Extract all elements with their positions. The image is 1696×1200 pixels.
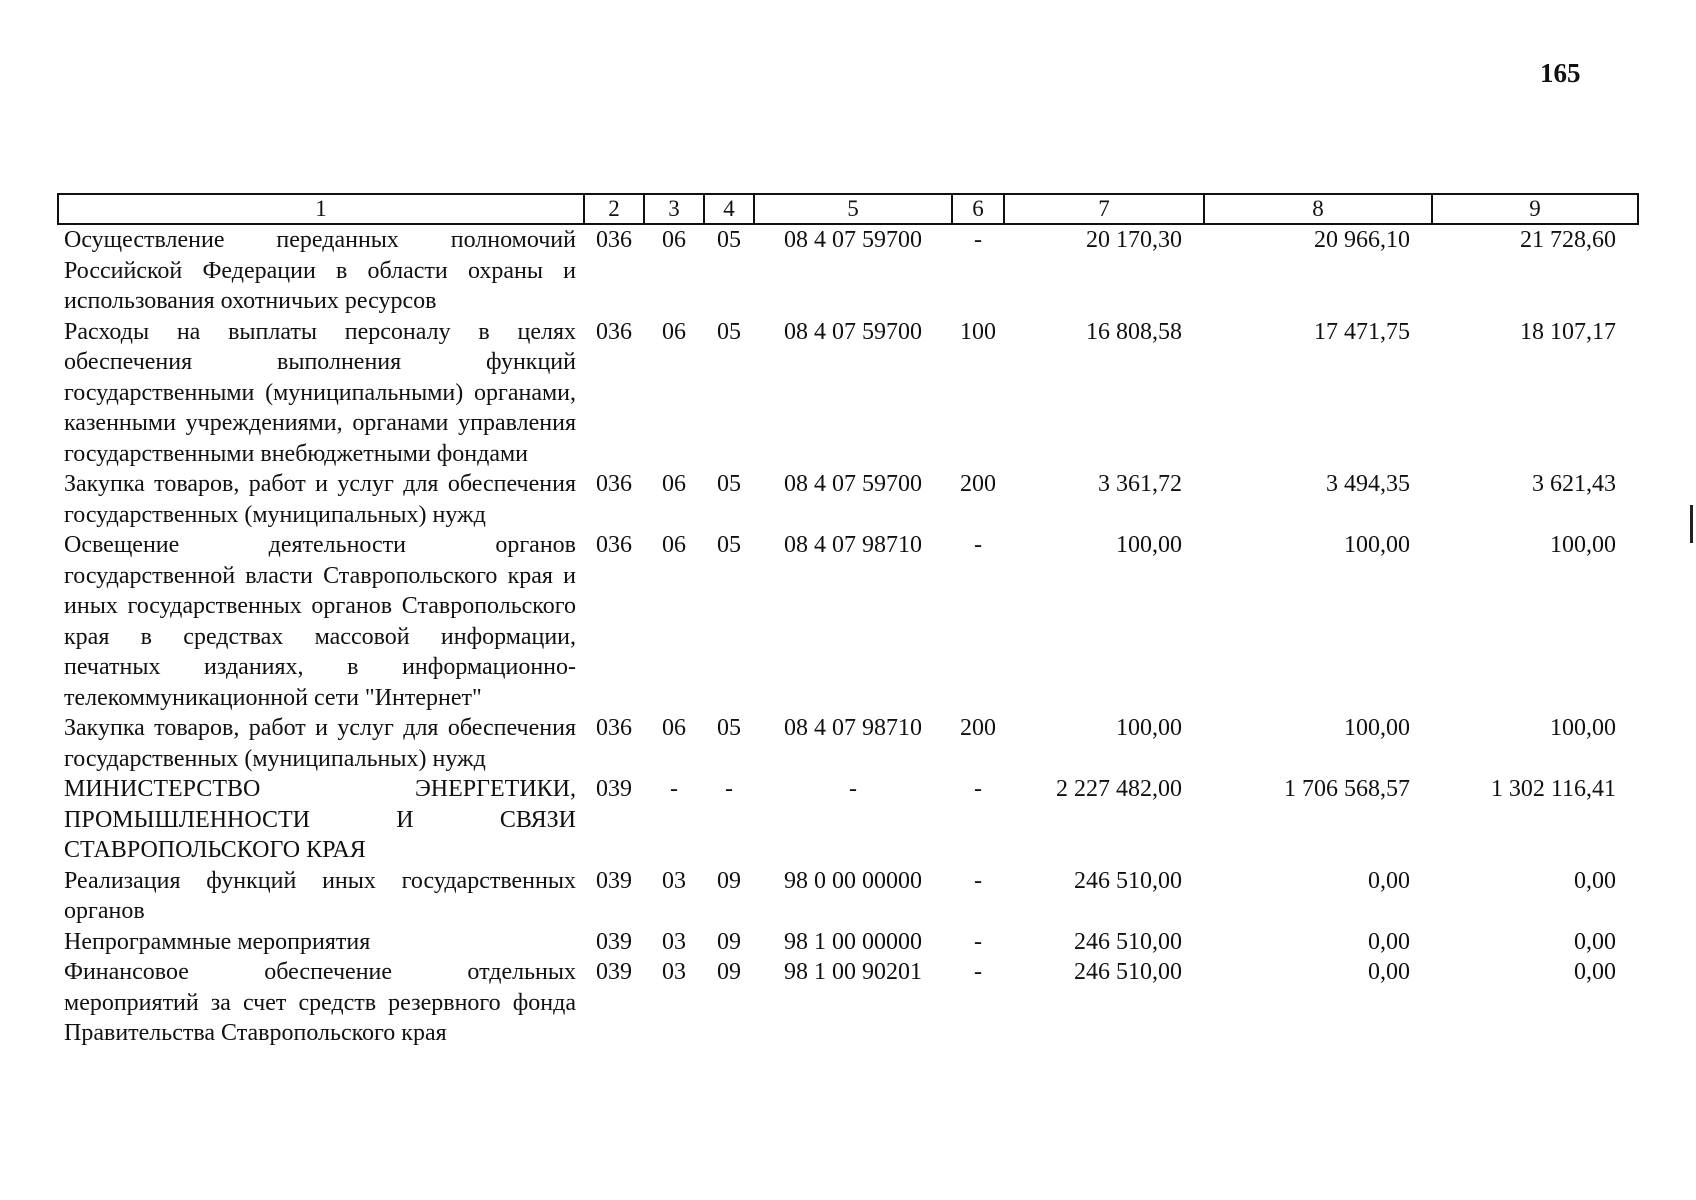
expense-name: Закупка товаров, работ и услуг для обеспечения государственных (муниципальных) нужд [64,471,576,528]
column-header: 4 [704,194,754,224]
amount-col8: 100,00 [1344,532,1410,558]
section-code: 06 [662,471,686,497]
expense-name: МИНИСТЕРСТВО ЭНЕРГЕТИКИ, ПРОМЫШЛЕННОСТИ И СВЯЗИ СТАВРОПОЛЬСКОГО КРАЯ [64,776,576,863]
amount-col9: 100,00 [1550,532,1616,558]
subsection-code: 05 [717,471,741,497]
expense-type-code: 100 [960,318,996,345]
target-article-code: 98 1 00 90201 [784,959,922,985]
subsection-code: 05 [717,318,741,345]
target-article-code: 08 4 07 98710 [784,715,922,741]
column-header: 3 [644,194,704,224]
subsection-code: - [725,776,733,802]
column-header: 8 [1204,194,1432,224]
expense-name: Освещение деятельности органов государственной власти Ставропольского края и иных государственных органов Ставропольского края в средствах массовой информации, печатных изданиях, в информационно-телекоммуникационной сети "Интернет" [64,532,576,711]
expense-type-code: - [974,227,982,253]
amount-col9: 18 107,17 [1520,318,1616,345]
amount-col7: 3 361,72 [1098,471,1182,497]
budget-table [57,193,1639,1049]
column-header: 7 [1004,194,1204,224]
expense-type-code: 200 [960,471,996,497]
amount-col7: 2 227 482,00 [1056,776,1182,802]
amount-col7: 20 170,30 [1086,227,1182,253]
table-row [58,927,1638,958]
amount-col9: 0,00 [1574,928,1616,955]
ministry-code: 036 [596,471,632,497]
table-header-row [58,194,1638,224]
expense-type-code: 200 [960,715,996,741]
ministry-code: 036 [596,227,632,253]
column-header: 9 [1432,194,1638,224]
amount-col7: 16 808,58 [1086,318,1182,345]
column-header: 2 [584,194,644,224]
table-row [58,224,1638,317]
amount-col8: 1 706 568,57 [1284,776,1410,802]
ministry-code: 036 [596,532,632,558]
amount-col9: 1 302 116,41 [1490,776,1616,802]
amount-col8: 20 966,10 [1314,227,1410,253]
section-code: 03 [662,867,686,894]
section-code: 03 [662,928,686,955]
amount-col9: 0,00 [1574,959,1616,985]
amount-col8: 3 494,35 [1326,471,1410,497]
section-code: 03 [662,959,686,985]
amount-col7: 100,00 [1116,715,1182,741]
subsection-code: 05 [717,532,741,558]
amount-col8: 0,00 [1368,867,1410,894]
expense-type-code: - [974,928,982,955]
target-article-code: 08 4 07 59700 [784,318,922,345]
amount-col8: 100,00 [1344,715,1410,741]
ministry-code: 039 [596,776,632,802]
page-number: 165 [1540,58,1581,88]
section-code: 06 [662,715,686,741]
column-header: 6 [952,194,1004,224]
expense-name: Закупка товаров, работ и услуг для обеспечения государственных (муниципальных) нужд [64,715,576,772]
column-header: 1 [58,194,584,224]
amount-col9: 21 728,60 [1520,227,1616,253]
ministry-code: 039 [596,959,632,985]
table-row [58,530,1638,713]
amount-col9: 3 621,43 [1532,471,1616,497]
section-code: 06 [662,318,686,345]
amount-col7: 246 510,00 [1074,867,1182,894]
expense-name: Финансовое обеспечение отдельных мероприятий за счет средств резервного фонда Правительства Ставропольского края [64,959,576,1046]
table-row [58,957,1638,1049]
table-row [58,866,1638,927]
amount-col9: 100,00 [1550,715,1616,741]
ministry-code: 039 [596,928,632,955]
section-code: - [670,776,678,802]
amount-col8: 0,00 [1368,928,1410,955]
section-code: 06 [662,532,686,558]
table-row [58,469,1638,530]
ministry-code: 036 [596,715,632,741]
section-code: 06 [662,227,686,253]
subsection-code: 05 [717,227,741,253]
amount-col7: 100,00 [1116,532,1182,558]
expense-name: Реализация функций иных государственных органов [64,867,576,924]
subsection-code: 09 [717,867,741,894]
amount-col9: 0,00 [1574,867,1616,894]
target-article-code: 98 0 00 00000 [784,867,922,894]
expense-type-code: - [974,959,982,985]
expense-name: Непрограммные мероприятия [64,928,371,955]
expense-type-code: - [974,532,982,558]
amount-col8: 0,00 [1368,959,1410,985]
ministry-code: 036 [596,318,632,345]
target-article-code: 98 1 00 00000 [784,928,922,955]
expense-name: Осуществление переданных полномочий Российской Федерации в области охраны и использования охотничьих ресурсов [64,227,576,314]
target-article-code: 08 4 07 98710 [784,532,922,558]
ministry-code: 039 [596,867,632,894]
expense-name: Расходы на выплаты персоналу в целях обеспечения выполнения функций государственными (муниципальными) органами, казенными учреждениями, органами управления государственными внебюджетными фондами [64,318,576,467]
amount-col7: 246 510,00 [1074,959,1182,985]
amount-col7: 246 510,00 [1074,928,1182,955]
amount-col8: 17 471,75 [1314,318,1410,345]
target-article-code: 08 4 07 59700 [784,471,922,497]
scan-edge-mark [1690,505,1693,543]
target-article-code: 08 4 07 59700 [784,227,922,253]
column-header: 5 [754,194,952,224]
table-row [58,774,1638,866]
target-article-code: - [849,776,857,802]
expense-type-code: - [974,776,982,802]
table-row [58,317,1638,470]
subsection-code: 09 [717,959,741,985]
subsection-code: 05 [717,715,741,741]
expense-type-code: - [974,867,982,894]
table-row [58,713,1638,774]
subsection-code: 09 [717,928,741,955]
